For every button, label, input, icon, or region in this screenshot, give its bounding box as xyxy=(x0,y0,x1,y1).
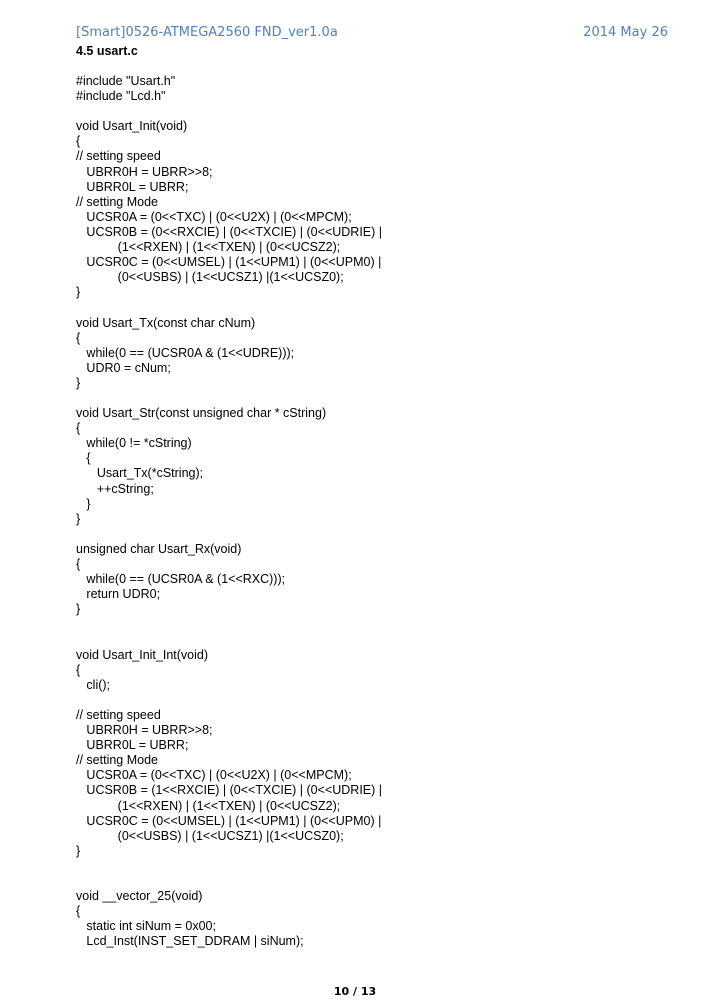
code-line: { xyxy=(76,451,91,466)
code-line: UBRR0H = UBRR>>8; xyxy=(76,164,213,179)
code-line: } xyxy=(76,496,91,511)
code-line: #include "Lcd.h" xyxy=(76,89,166,104)
code-line: { xyxy=(76,662,81,677)
document-date: 2014 May 26 xyxy=(583,25,668,40)
code-line: cli(); xyxy=(76,677,111,692)
code-line: // setting speed xyxy=(76,707,161,722)
code-line: while(0 == (UCSR0A & (1<<RXC))); xyxy=(76,572,286,587)
code-line: // setting speed xyxy=(76,149,161,164)
code-line: while(0 != *cString) xyxy=(76,436,192,451)
code-line: Lcd_Inst(INST_SET_DDRAM | siNum); xyxy=(76,934,304,949)
code-line: UBRR0L = UBRR; xyxy=(76,179,189,194)
code-line xyxy=(76,874,382,889)
code-line: { xyxy=(76,557,81,571)
code-line: (0<<USBS) | (1<<UCSZ1) |(1<<UCSZ0); xyxy=(76,828,344,843)
code-line: } xyxy=(76,375,81,390)
code-block xyxy=(76,74,382,949)
code-line: static int siNum = 0x00; xyxy=(76,919,216,934)
code-line xyxy=(76,391,382,406)
code-line: } xyxy=(76,285,81,300)
code-line: UDR0 = cNum; xyxy=(76,360,171,375)
code-line: void Usart_Init(void) xyxy=(76,119,188,134)
code-line xyxy=(76,693,382,708)
code-line: { xyxy=(76,421,81,436)
code-line: #include "Usart.h" xyxy=(76,74,176,88)
code-line xyxy=(76,527,382,542)
page-number: 10 / 13 xyxy=(333,985,377,998)
code-line: UCSR0A = (0<<TXC) | (0<<U2X) | (0<<MPCM); xyxy=(76,209,352,224)
code-line: { xyxy=(76,904,81,919)
code-line: unsigned char Usart_Rx(void) xyxy=(76,541,242,556)
code-line: } xyxy=(76,602,81,617)
code-line: (0<<USBS) | (1<<UCSZ1) |(1<<UCSZ0); xyxy=(76,270,344,285)
code-line: UCSR0B = (1<<RXCIE) | (0<<TXCIE) | (0<<UDRIE) | xyxy=(76,783,383,798)
code-line xyxy=(76,104,382,119)
code-line: UCSR0B = (0<<RXCIE) | (0<<TXCIE) | (0<<UDRIE) | xyxy=(76,224,383,239)
code-line: void __vector_25(void) xyxy=(76,889,203,904)
code-line: UBRR0L = UBRR; xyxy=(76,738,189,753)
code-line: (1<<RXEN) | (1<<TXEN) | (0<<UCSZ2); xyxy=(76,798,341,813)
code-line: void Usart_Tx(const char cNum) xyxy=(76,315,256,330)
code-line: } xyxy=(76,843,81,858)
code-line: UCSR0C = (0<<UMSEL) | (1<<UPM1) | (0<<UPM0) | xyxy=(76,255,382,270)
code-line: return UDR0; xyxy=(76,587,161,602)
code-line: } xyxy=(76,511,81,526)
code-line: { xyxy=(76,330,81,345)
code-line xyxy=(76,617,382,632)
code-line: ++cString; xyxy=(76,481,154,496)
code-line: while(0 == (UCSR0A & (1<<UDRE))); xyxy=(76,345,295,360)
code-line xyxy=(76,632,382,647)
code-line: (1<<RXEN) | (1<<TXEN) | (0<<UCSZ2); xyxy=(76,240,341,255)
code-line: // setting Mode xyxy=(76,753,158,768)
code-line: UCSR0A = (0<<TXC) | (0<<U2X) | (0<<MPCM); xyxy=(76,768,352,783)
document-title: [Smart]0526-ATMEGA2560 FND_ver1.0a xyxy=(76,25,338,40)
code-line: Usart_Tx(*cString); xyxy=(76,466,204,481)
code-line: void Usart_Init_Int(void) xyxy=(76,647,209,662)
code-line: // setting Mode xyxy=(76,194,158,209)
code-line: UBRR0H = UBRR>>8; xyxy=(76,723,213,738)
code-line xyxy=(76,859,382,874)
section-title: 4.5 usart.c xyxy=(76,44,138,58)
code-line: { xyxy=(76,134,81,149)
code-line xyxy=(76,300,382,315)
code-line: void Usart_Str(const unsigned char * cString) xyxy=(76,406,327,421)
code-line: UCSR0C = (0<<UMSEL) | (1<<UPM1) | (0<<UPM0) | xyxy=(76,813,382,828)
